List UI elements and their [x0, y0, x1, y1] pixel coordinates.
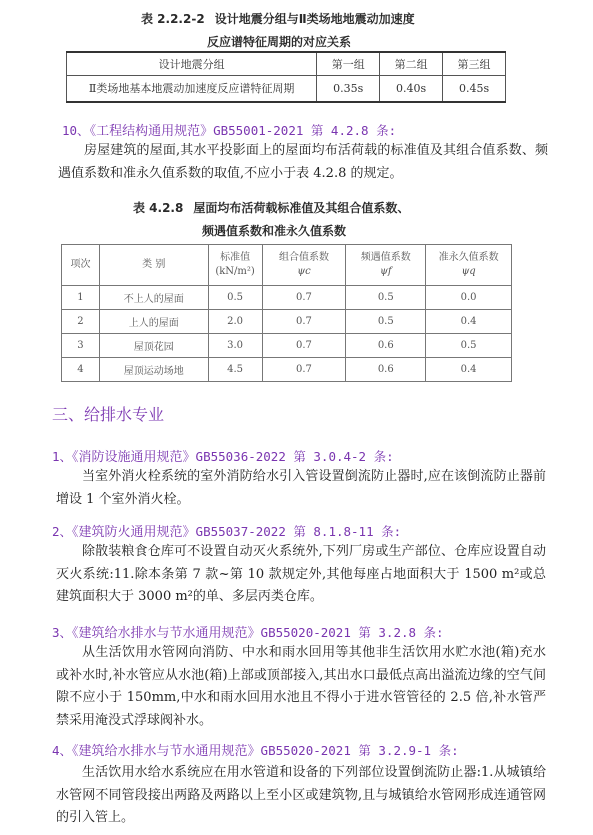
- table-cell: 0.5: [208, 286, 262, 310]
- header-unit: (kN/m²): [215, 266, 255, 277]
- header-symbol: ψf: [379, 266, 392, 277]
- table-cell: 0.35s: [317, 75, 380, 102]
- clause-heading: [52, 740, 459, 759]
- table-cell: 不上人的屋面: [99, 286, 208, 310]
- clause-code: GB55020-2021 第 3.2.9-1 条:: [260, 743, 459, 758]
- table-cell: 0.40s: [380, 75, 443, 102]
- clause-code: GB55036-2022 第 3.0.4-2 条:: [195, 449, 394, 464]
- table-caption-line2: 反应谱特征周期的对应关系: [207, 35, 352, 49]
- table-caption-line2: 频遇值系数和准永久值系数: [202, 224, 347, 238]
- table-row: [62, 334, 512, 358]
- table-cell: 2.0: [208, 310, 262, 334]
- table-number: 表 4.2.8: [133, 201, 184, 215]
- standard-title: 《建筑给水排水与节水通用规范》: [72, 744, 261, 759]
- table-header-row: [62, 245, 512, 286]
- table-caption: [141, 10, 415, 27]
- clause-heading: [62, 120, 396, 139]
- table-cell: 屋顶花园: [99, 334, 208, 358]
- header-cell: 第一组: [317, 52, 380, 75]
- table-cell: 4: [62, 358, 100, 382]
- item-number: 2、: [52, 524, 73, 539]
- table-cell: Ⅱ类场地基本地震动加速度反应谱特征周期: [67, 75, 317, 102]
- table-cell: 屋顶运动场地: [99, 358, 208, 382]
- table-cell: 0.6: [346, 358, 426, 382]
- standard-title: 《工程结构通用规范》: [89, 124, 214, 139]
- table-row: [67, 75, 506, 102]
- clause-code: GB55020-2021 第 3.2.8 条:: [260, 625, 444, 640]
- item-number: 4、: [52, 743, 73, 758]
- clause-text: 房屋建筑的屋面,其水平投影面上的屋面均布活荷载的标准值及其组合值系数、频遇值系数和准永久值系数的取值,不应小于表 4.2.8 的规定。: [58, 143, 548, 181]
- table-cell: 0.5: [346, 310, 426, 334]
- header-cell: [346, 245, 426, 286]
- table-cell: 0.0: [426, 286, 512, 310]
- header-cell: 第三组: [443, 52, 506, 75]
- header-cell: 类 别: [99, 245, 208, 286]
- header-text: 准永久值系数: [438, 252, 499, 263]
- table-header-row: [67, 52, 506, 75]
- table-caption: [133, 199, 409, 216]
- header-symbol: ψq: [461, 266, 476, 277]
- table-cell: 0.4: [426, 310, 512, 334]
- item-number: 3、: [52, 625, 73, 640]
- table-row: [62, 358, 512, 382]
- table-cell: 2: [62, 310, 100, 334]
- clause-text: 当室外消火栓系统的室外消防给水引入管设置倒流防止器时,应在该倒流防止器前增设 1 个室外消火栓。: [56, 469, 546, 507]
- standard-title: 《消防设施通用规范》: [72, 450, 196, 465]
- header-text: 组合值系数: [278, 252, 329, 263]
- section-heading: 三、给排水专业: [52, 405, 165, 424]
- header-cell: 第二组: [380, 52, 443, 75]
- clause-code: GB55001-2021 第 4.2.8 条:: [213, 123, 397, 138]
- table-number: 表 2.2.2-2: [141, 12, 205, 26]
- header-symbol: ψc: [297, 266, 311, 277]
- header-cell: [208, 245, 262, 286]
- table-row: [62, 310, 512, 334]
- item-number: 10、: [62, 123, 90, 138]
- clause-text: 除散装粮食仓库可不设置自动灭火系统外,下列厂房或生产部位、仓库应设置自动灭火系统:11.除本条第 7 款~第 10 款规定外,其他每座占地面积大于 1500 m²或总建筑面积大于 3000 m²的单、多层丙类仓库。: [56, 544, 546, 604]
- clause-text: 生活饮用水给水系统应在用水管道和设备的下列部位设置倒流防止器:1.从城镇给水管网不同管段接出两路及两路以上至小区或建筑物,且与城镇给水管网形成连通管网的引入管上。: [56, 765, 546, 825]
- table-cell: 上人的屋面: [99, 310, 208, 334]
- seismic-table: [66, 51, 506, 103]
- clause-text: 从生活饮用水管网向消防、中水和雨水回用等其他非生活饮用水贮水池(箱)充水或补水时,补水管应从水池(箱)上部或顶部接入,其出水口最低点高出溢流边缘的空气间隙不应小于 150mm,中水和雨水回用水池且不得小于进水管管径的 2.5 倍,补水管严禁采用淹没式浮球阀补水。: [56, 645, 546, 728]
- clause-code: GB55037-2022 第 8.1.8-11 条:: [195, 524, 402, 539]
- table-cell: 0.7: [262, 334, 346, 358]
- standard-title: 《建筑给水排水与节水通用规范》: [72, 626, 261, 641]
- clause-heading: [52, 446, 394, 465]
- clause-heading: [52, 622, 444, 641]
- header-text: 频遇值系数: [360, 252, 411, 263]
- table-cell: 0.5: [346, 286, 426, 310]
- roof-load-table: [61, 244, 512, 382]
- table-cell: 4.5: [208, 358, 262, 382]
- table-cell: 3: [62, 334, 100, 358]
- table-cell: 0.7: [262, 358, 346, 382]
- table-cell: 0.7: [262, 286, 346, 310]
- clause-heading: [52, 521, 401, 540]
- table-row: [62, 286, 512, 310]
- table-cell: 0.5: [426, 334, 512, 358]
- table-cell: 0.4: [426, 358, 512, 382]
- item-number: 1、: [52, 449, 73, 464]
- table-cell: 1: [62, 286, 100, 310]
- standard-title: 《建筑防火通用规范》: [72, 525, 196, 540]
- table-cell: 0.6: [346, 334, 426, 358]
- table-cell: 0.45s: [443, 75, 506, 102]
- header-cell: 项次: [62, 245, 100, 286]
- table-title: 屋面均布活荷载标准值及其组合值系数、: [193, 201, 410, 215]
- header-cell: 设计地震分组: [67, 52, 317, 75]
- table-title: 设计地震分组与Ⅱ类场地地震动加速度: [214, 12, 415, 26]
- table-cell: 0.7: [262, 310, 346, 334]
- header-text: 标准值: [220, 252, 251, 263]
- table-cell: 3.0: [208, 334, 262, 358]
- header-cell: [262, 245, 346, 286]
- header-cell: [426, 245, 512, 286]
